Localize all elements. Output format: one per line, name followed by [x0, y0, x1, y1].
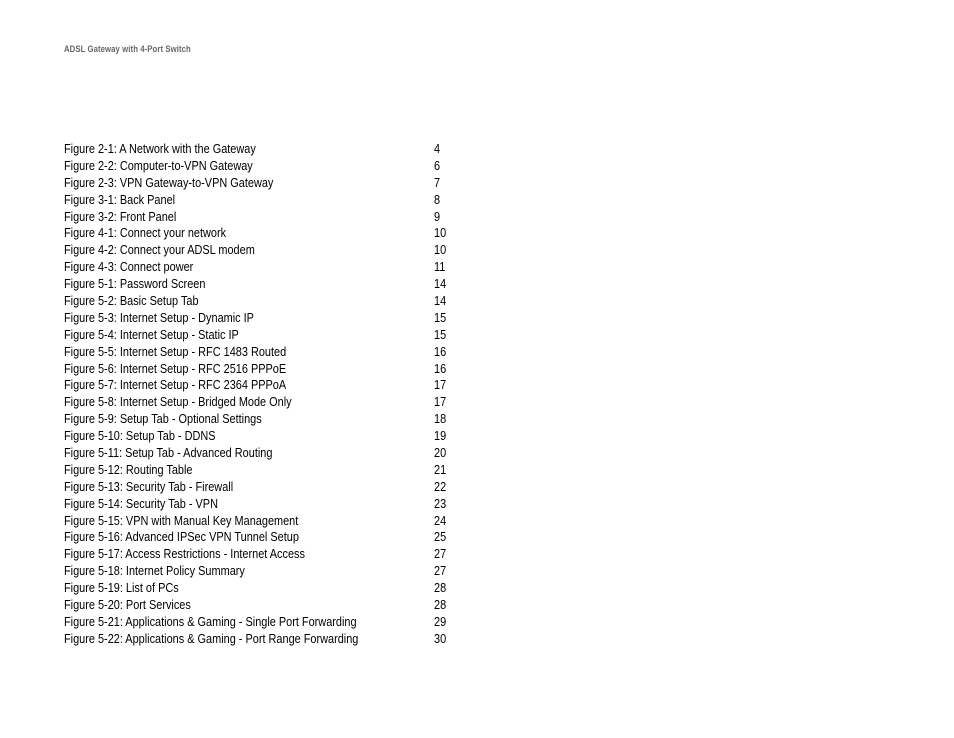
- figure-caption: Figure 3-2: Front Panel: [64, 208, 177, 224]
- figure-entry: [64, 411, 464, 428]
- figure-entry: [64, 344, 464, 361]
- figure-entry: [64, 597, 464, 614]
- figure-page-number: 10: [434, 225, 447, 241]
- figure-page-number: 24: [434, 512, 447, 528]
- figure-page-number: 15: [434, 309, 447, 325]
- figure-caption: Figure 4-2: Connect your ADSL modem: [64, 242, 255, 258]
- figure-entry: [64, 242, 464, 259]
- figure-entry: [64, 614, 464, 631]
- figure-page-number: 14: [434, 276, 447, 292]
- figure-entry: [64, 175, 464, 192]
- figure-entry: [64, 479, 464, 496]
- figure-page-number: 18: [434, 411, 447, 427]
- figure-page-number: 6: [434, 157, 441, 173]
- figure-caption: Figure 5-3: Internet Setup - Dynamic IP: [64, 309, 254, 325]
- figure-page-number: 30: [434, 630, 447, 646]
- figure-page-number: 23: [434, 495, 447, 511]
- figure-caption: Figure 4-3: Connect power: [64, 259, 194, 275]
- figure-page-number: 9: [434, 208, 441, 224]
- figure-caption: Figure 2-2: Computer-to-VPN Gateway: [64, 157, 253, 173]
- figure-page-number: 27: [434, 563, 447, 579]
- figure-page-number: 25: [434, 529, 447, 545]
- figure-caption: Figure 5-16: Advanced IPSec VPN Tunnel Setup: [64, 529, 299, 545]
- figure-entry: [64, 513, 464, 530]
- figure-entry: [64, 361, 464, 378]
- figure-page-number: 14: [434, 293, 447, 309]
- figure-entry: [64, 563, 464, 580]
- figure-caption: Figure 5-14: Security Tab - VPN: [64, 495, 218, 511]
- figure-caption: Figure 4-1: Connect your network: [64, 225, 227, 241]
- figure-caption: Figure 5-6: Internet Setup - RFC 2516 PPPoE: [64, 360, 287, 376]
- figure-entry: [64, 141, 464, 158]
- figure-entry: [64, 158, 464, 175]
- figure-page-number: 16: [434, 343, 447, 359]
- figure-caption: Figure 5-18: Internet Policy Summary: [64, 563, 245, 579]
- figure-entry: [64, 529, 464, 546]
- figure-caption: Figure 5-17: Access Restrictions - Internet Access: [64, 546, 305, 562]
- figure-entry: [64, 445, 464, 462]
- figure-page-number: 22: [434, 478, 447, 494]
- figure-entry: [64, 428, 464, 445]
- figure-entry: [64, 225, 464, 242]
- figure-caption: Figure 5-2: Basic Setup Tab: [64, 293, 199, 309]
- figure-page-number: 7: [434, 174, 441, 190]
- figure-page-number: 20: [434, 445, 447, 461]
- figure-entry: [64, 259, 464, 276]
- figure-page-number: 21: [434, 461, 447, 477]
- figure-caption: Figure 5-10: Setup Tab - DDNS: [64, 428, 216, 444]
- figure-entry: [64, 293, 464, 310]
- figure-caption: Figure 5-4: Internet Setup - Static IP: [64, 326, 239, 342]
- figure-page-number: 8: [434, 191, 441, 207]
- list-of-figures: [64, 141, 464, 648]
- figure-entry: [64, 377, 464, 394]
- figure-page-number: 17: [434, 377, 447, 393]
- figure-entry: [64, 394, 464, 411]
- figure-page-number: 19: [434, 428, 447, 444]
- figure-entry: [64, 310, 464, 327]
- figure-caption: Figure 5-13: Security Tab - Firewall: [64, 478, 234, 494]
- figure-page-number: 11: [434, 259, 446, 275]
- figure-caption: Figure 5-7: Internet Setup - RFC 2364 PPPoA: [64, 377, 287, 393]
- figure-caption: Figure 5-20: Port Services: [64, 597, 191, 613]
- figure-caption: Figure 2-1: A Network with the Gateway: [64, 141, 256, 156]
- figure-page-number: 16: [434, 360, 447, 376]
- figure-caption: Figure 5-1: Password Screen: [64, 276, 206, 292]
- figure-page-number: 28: [434, 597, 447, 613]
- figure-entry: [64, 631, 464, 648]
- figure-entry: [64, 546, 464, 563]
- figure-caption: Figure 5-22: Applications & Gaming - Port Range Forwarding: [64, 630, 359, 646]
- figure-caption: Figure 5-5: Internet Setup - RFC 1483 Routed: [64, 343, 287, 359]
- figure-entry: [64, 496, 464, 513]
- figure-caption: Figure 5-8: Internet Setup - Bridged Mode Only: [64, 394, 292, 410]
- figure-caption: Figure 2-3: VPN Gateway-to-VPN Gateway: [64, 174, 274, 190]
- figure-caption: Figure 5-21: Applications & Gaming - Single Port Forwarding: [64, 613, 357, 629]
- figure-entry: [64, 276, 464, 293]
- figure-entry: [64, 462, 464, 479]
- figure-caption: Figure 5-15: VPN with Manual Key Management: [64, 512, 299, 528]
- figure-entry: [64, 209, 464, 226]
- running-header: ADSL Gateway with 4-Port Switch: [64, 44, 191, 54]
- figure-page-number: 10: [434, 242, 447, 258]
- figure-entry: [64, 192, 464, 209]
- figure-entry: [64, 580, 464, 597]
- figure-caption: Figure 5-11: Setup Tab - Advanced Routing: [64, 445, 273, 461]
- figure-page-number: 27: [434, 546, 447, 562]
- figure-page-number: 28: [434, 580, 447, 596]
- figure-page-number: 17: [434, 394, 447, 410]
- figure-caption: Figure 3-1: Back Panel: [64, 191, 176, 207]
- figure-caption: Figure 5-9: Setup Tab - Optional Settings: [64, 411, 262, 427]
- figure-page-number: 4: [434, 141, 441, 156]
- figure-caption: Figure 5-12: Routing Table: [64, 461, 193, 477]
- figure-page-number: 15: [434, 326, 447, 342]
- figure-caption: Figure 5-19: List of PCs: [64, 580, 179, 596]
- figure-page-number: 29: [434, 613, 447, 629]
- figure-entry: [64, 327, 464, 344]
